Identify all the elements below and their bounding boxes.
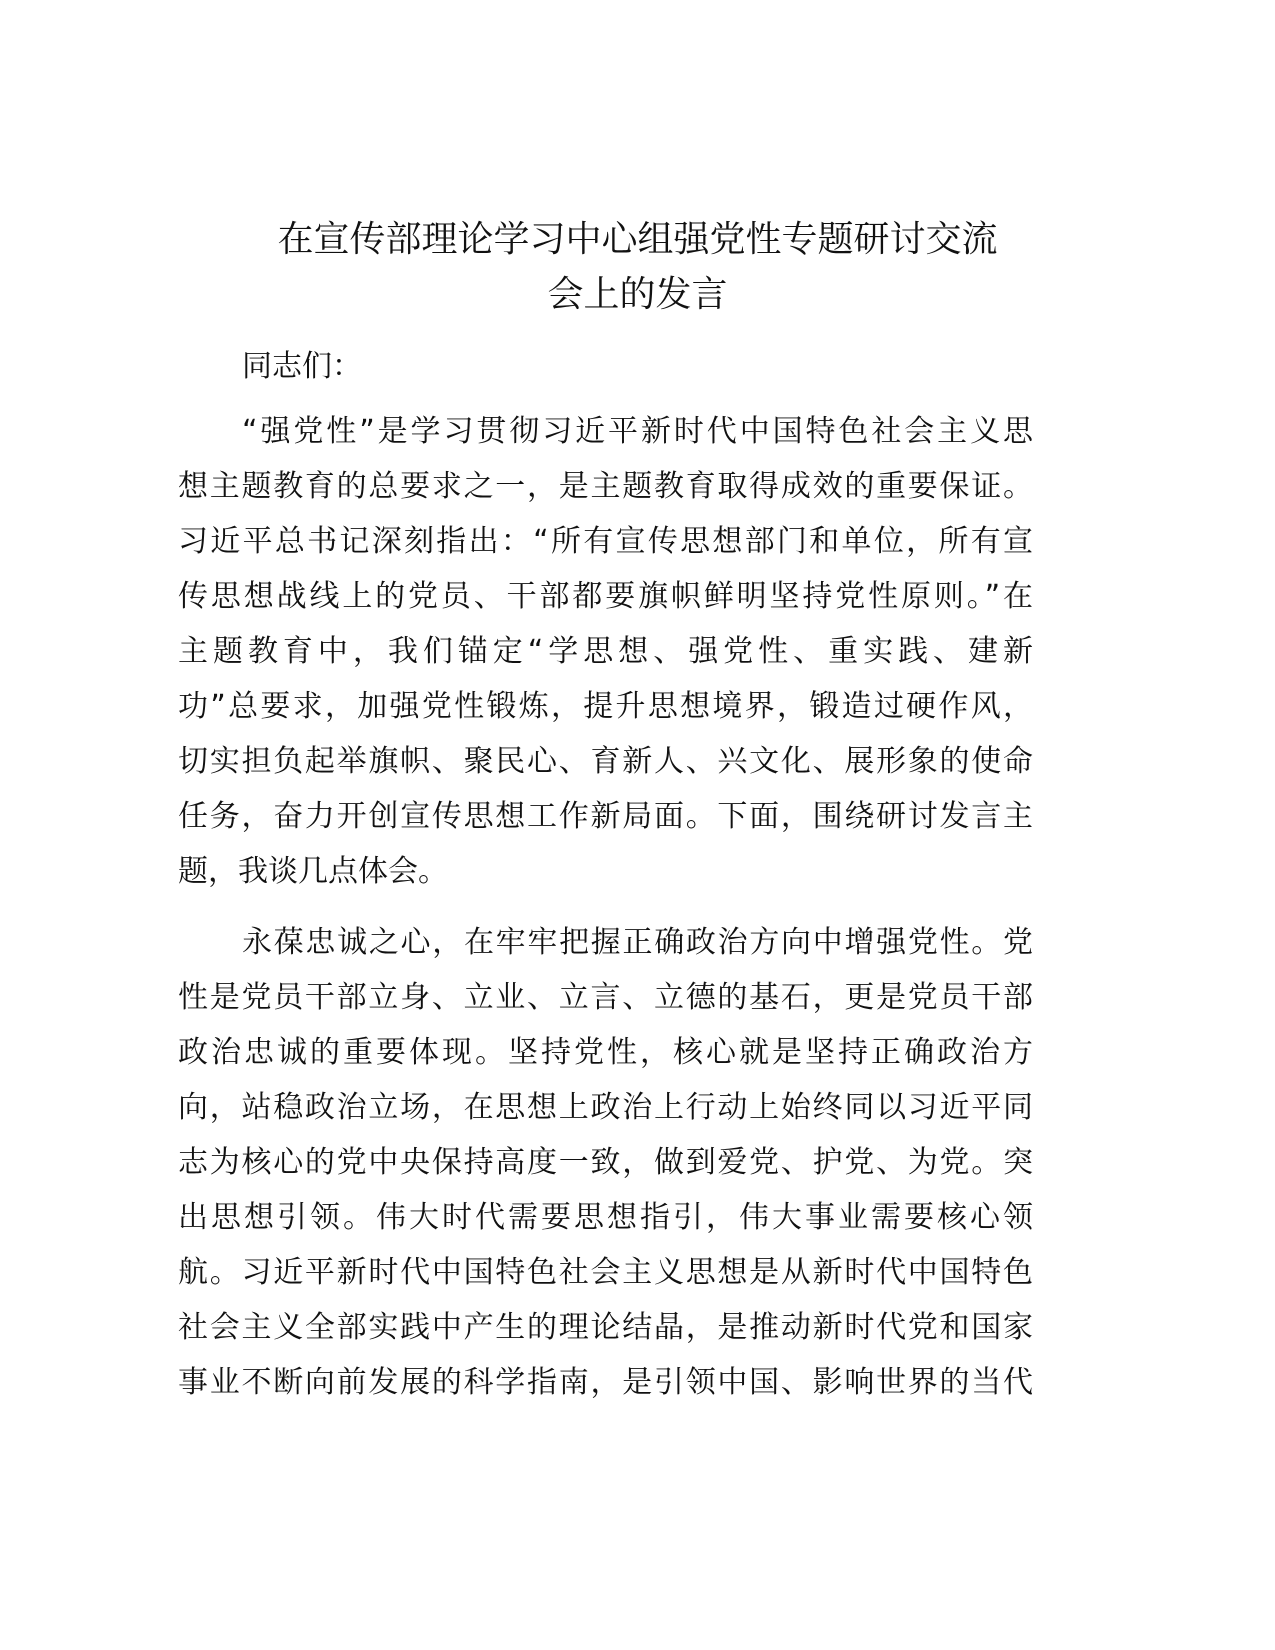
paragraph-line: 向，站稳政治立场，在思想上政治上行动上始终同以习近平同	[178, 1090, 1033, 1125]
paragraph-line: 出思想引领。伟大时代需要思想指引，伟大事业需要核心领	[178, 1200, 1033, 1235]
paragraph-line: 想主题教育的总要求之一，是主题教育取得成效的重要保证。	[178, 469, 1033, 504]
paragraph-line: 传思想战线上的党员、干部都要旗帜鲜明坚持党性原则。”在	[178, 579, 1033, 614]
paragraph-line: 任务，奋力开创宣传思想工作新局面。下面，围绕研讨发言主	[178, 799, 1033, 834]
document-title-line-2: 会上的发言	[547, 274, 728, 315]
paragraph-line: 性是党员干部立身、立业、立言、立德的基石，更是党员干部	[178, 980, 1033, 1015]
paragraph-line: “强党性”是学习贯彻习近平新时代中国特色社会主义思	[242, 414, 1033, 449]
paragraph-line: 主题教育中，我们锚定“学思想、强党性、重实践、建新	[178, 634, 1033, 669]
paragraph-line: 航。习近平新时代中国特色社会主义思想是从新时代中国特色	[178, 1255, 1033, 1290]
paragraph-line: 习近平总书记深刻指出：“所有宣传思想部门和单位，所有宣	[178, 524, 1033, 559]
paragraph-line: 政治忠诚的重要体现。坚持党性，核心就是坚持正确政治方	[178, 1035, 1033, 1070]
document-title-line-1: 在宣传部理论学习中心组强党性专题研讨交流	[277, 219, 998, 260]
paragraph-line: 功”总要求，加强党性锻炼，提升思想境界，锻造过硬作风，	[178, 689, 1033, 724]
paragraph-line: 志为核心的党中央保持高度一致，做到爱党、护党、为党。突	[178, 1145, 1033, 1180]
paragraph-line: 题，我谈几点体会。	[178, 854, 448, 889]
paragraph-line: 社会主义全部实践中产生的理论结晶，是推动新时代党和国家	[178, 1310, 1033, 1345]
paragraph-line: 事业不断向前发展的科学指南，是引领中国、影响世界的当代	[178, 1365, 1033, 1400]
paragraph-line: 永葆忠诚之心，在牢牢把握正确政治方向中增强党性。党	[242, 925, 1033, 960]
salutation: 同志们：	[242, 349, 362, 384]
paragraph-line: 切实担负起举旗帜、聚民心、育新人、兴文化、展形象的使命	[178, 744, 1033, 779]
